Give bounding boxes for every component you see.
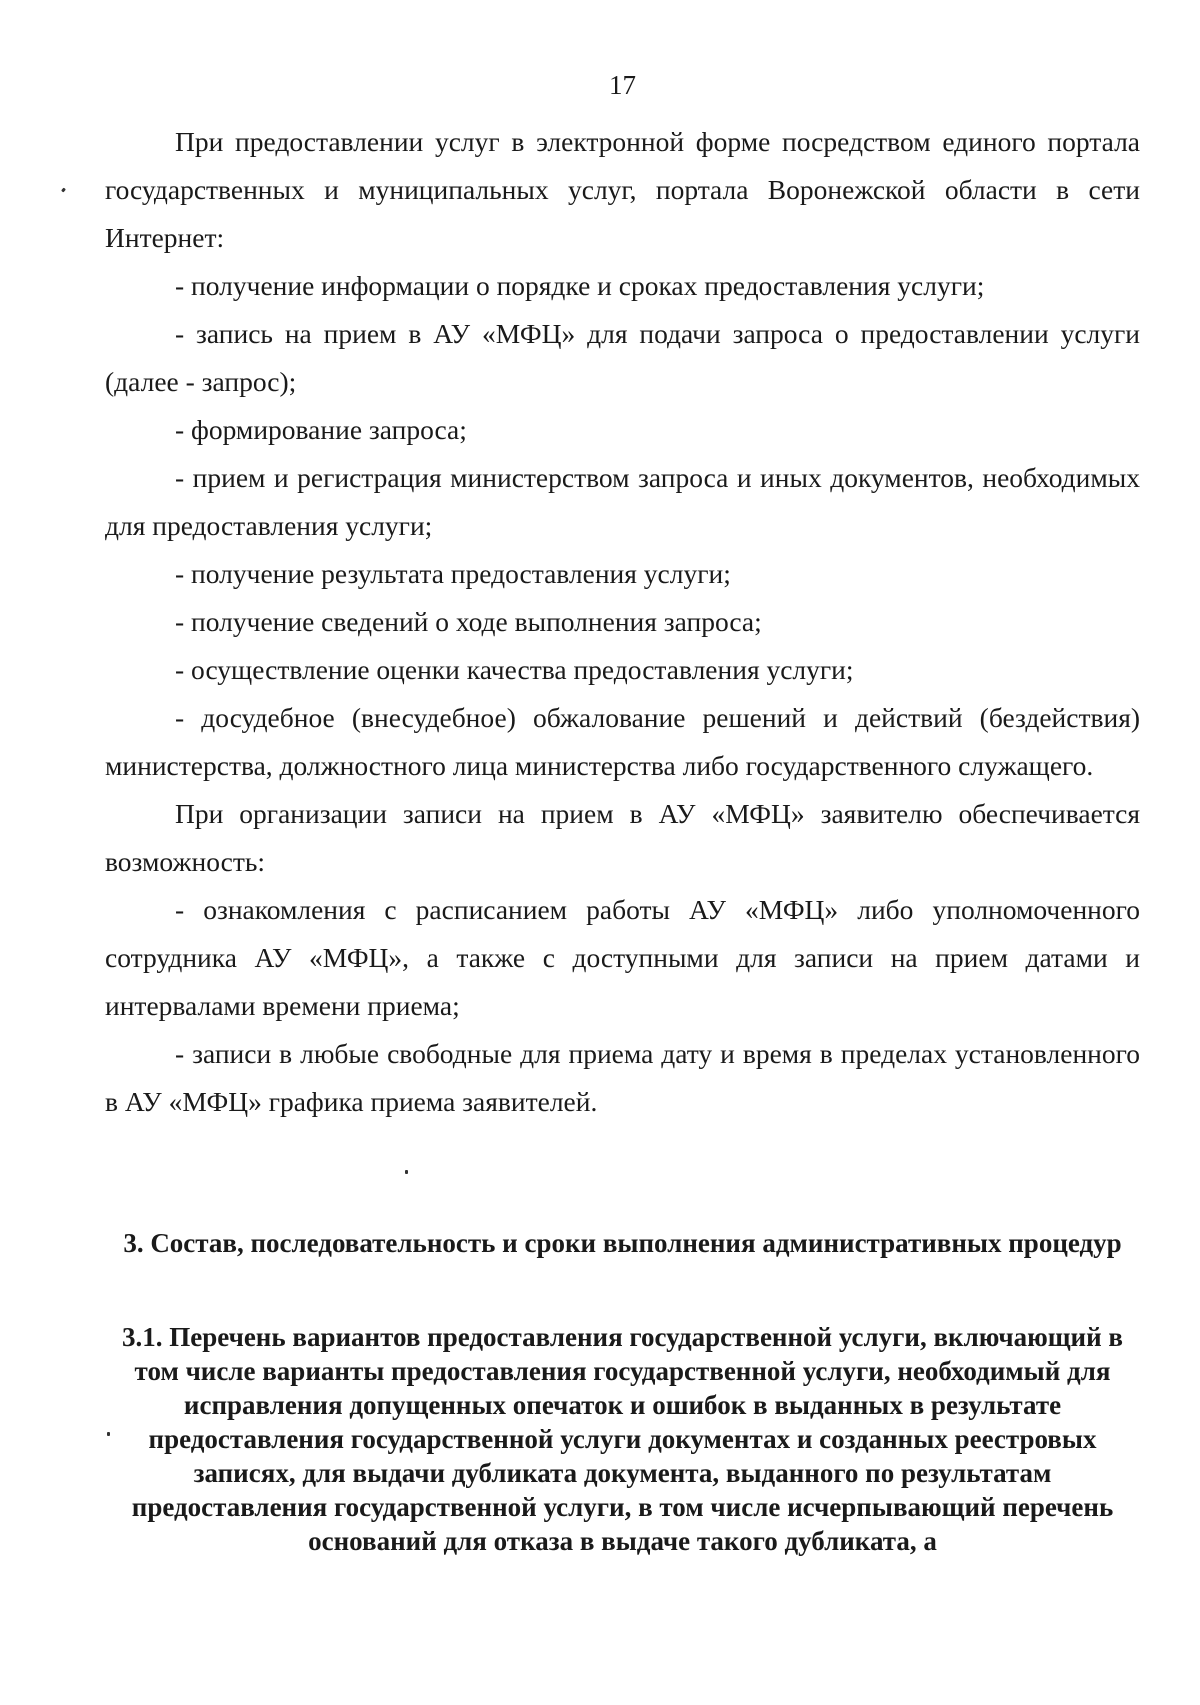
paragraph: При организации записи на прием в АУ «МФЦ» заявителю обеспечивается возможность: (105, 798, 1140, 877)
list-item: - получение информации о порядке и сроках предоставления услуги; (175, 270, 985, 301)
scan-speck (61, 188, 66, 193)
list-item: - записи в любые свободные для приема дату и время в пределах установленного в АУ «МФЦ» графика приема заявителей. (105, 1038, 1140, 1117)
list-item: - досудебное (внесудебное) обжалование решений и действий (бездействия) министерства, должностного лица министерства либо государственного служащего. (105, 702, 1140, 781)
list-item: - прием и регистрация министерством запроса и иных документов, необходимых для предоставления услуги; (105, 462, 1140, 541)
scan-speck (405, 1170, 408, 1174)
body-text (105, 118, 1140, 1126)
list-item: - получение результата предоставления услуги; (175, 558, 731, 589)
section-heading: 3. Состав, последовательность и сроки выполнения административных процедур (123, 1228, 1122, 1258)
list-item: - осуществление оценки качества предоставления услуги; (175, 654, 854, 685)
list-item: - формирование запроса; (175, 414, 467, 445)
scan-speck (107, 1432, 110, 1436)
paragraph: При предоставлении услуг в электронной форме посредством единого портала государственных и муниципальных услуг, портала Воронежской области в сети Интернет: (105, 126, 1140, 253)
list-item: - ознакомления с расписанием работы АУ «МФЦ» либо уполномоченного сотрудника АУ «МФЦ», а также с доступными для записи на прием датами и интервалами времени приема; (105, 894, 1140, 1021)
list-item: - получение сведений о ходе выполнения запроса; (175, 606, 762, 637)
list-item: - запись на прием в АУ «МФЦ» для подачи запроса о предоставлении услуги (далее - запрос); (105, 318, 1140, 397)
page-number: 17 (609, 70, 636, 100)
subsection-heading: 3.1. Перечень вариантов предоставления государственной услуги, включающий в том числе варианты предоставления государственной услуги, необходимый для исправления допущенных опечаток и ошибок в выданных в результате предоставления государственной услуги документах и созданных реестровых записях, для выдачи дубликата документа, выданного по результатам предоставления государственной услуги, в том числе исчерпывающий перечень оснований для отказа в выдаче такого дубликата, а (122, 1322, 1123, 1556)
